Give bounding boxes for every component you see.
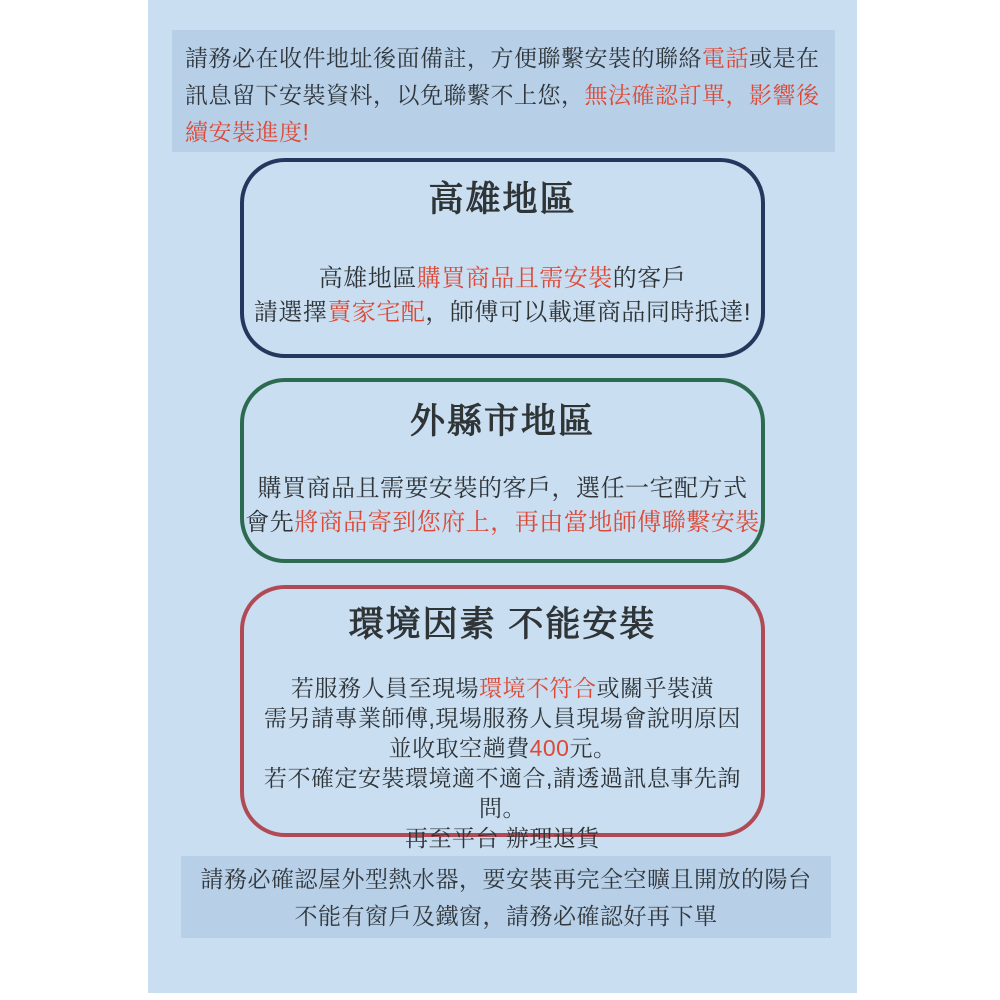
bottom-note-text: 請務必確認屋外型熱水器，要安裝再完全空曠且開放的陽台 bbox=[200, 866, 812, 892]
top-note-phone-highlight: 電話 bbox=[702, 45, 749, 71]
environment-body-text: 再至平台 辦理退貨 bbox=[405, 825, 600, 851]
environment-box-body bbox=[244, 673, 761, 853]
environment-body-text: 元。 bbox=[569, 735, 617, 761]
kaohsiung-box-body bbox=[244, 262, 761, 330]
other-counties-body-text: 購買商品且需要安裝的客戶，選任一宅配方式 bbox=[257, 475, 748, 502]
bottom-heater-note bbox=[181, 856, 831, 938]
environment-body-highlight: 環境不符合 bbox=[479, 675, 597, 701]
top-note-text: 請務必在收件地址後面備註，方便聯繫安裝的聯絡 bbox=[185, 45, 702, 71]
notice-canvas bbox=[148, 0, 857, 993]
kaohsiung-body-text: ，師傅可以載運商品同時抵達! bbox=[425, 299, 752, 326]
kaohsiung-body-highlight: 購買商品且需安裝 bbox=[416, 265, 613, 292]
kaohsiung-body-highlight: 賣家宅配 bbox=[327, 299, 426, 326]
kaohsiung-box-title: 高雄地區 bbox=[428, 180, 577, 219]
other-counties-body-highlight: 將商品寄到您府上，再由當地師傅聯繫安裝 bbox=[294, 509, 760, 536]
top-note-warning-highlight: 無法確認訂單，影響後 bbox=[584, 82, 820, 108]
environment-body-text: 或關乎裝潢 bbox=[596, 675, 714, 701]
environment-body-text: 若服務人員至現場 bbox=[291, 675, 479, 701]
other-counties-box bbox=[240, 378, 765, 563]
environment-body-text: 若不確定安裝環境適不適合,請透過訊息事先詢問。 bbox=[264, 765, 741, 821]
other-counties-box-body bbox=[244, 472, 761, 540]
environment-body-text: 需另請專業師傅,現場服務人員現場會說明原因 bbox=[264, 705, 741, 731]
top-contact-note bbox=[172, 30, 835, 152]
other-counties-body-text: 會先 bbox=[245, 509, 295, 536]
environment-fee-highlight: 400 bbox=[529, 735, 570, 761]
environment-body-text: 並收取空趟費 bbox=[388, 735, 530, 761]
other-counties-box-title: 外縣市地區 bbox=[409, 402, 595, 441]
kaohsiung-body-text: 高雄地區 bbox=[318, 265, 417, 292]
kaohsiung-body-text: 的客戶 bbox=[612, 265, 687, 292]
environment-box-title: 環境因素 不能安裝 bbox=[348, 605, 657, 644]
bottom-note-text: 不能有窗戶及鐵窗，請務必確認好再下單 bbox=[294, 903, 718, 929]
top-note-text: 或是在 bbox=[749, 45, 820, 71]
kaohsiung-body-text: 請選擇 bbox=[253, 299, 328, 326]
environment-restriction-box bbox=[240, 585, 765, 851]
top-note-warning-highlight: 續安裝進度! bbox=[185, 119, 310, 145]
top-note-text: 訊息留下安裝資料，以免聯繫不上您， bbox=[185, 82, 585, 108]
kaohsiung-area-box bbox=[240, 158, 765, 358]
